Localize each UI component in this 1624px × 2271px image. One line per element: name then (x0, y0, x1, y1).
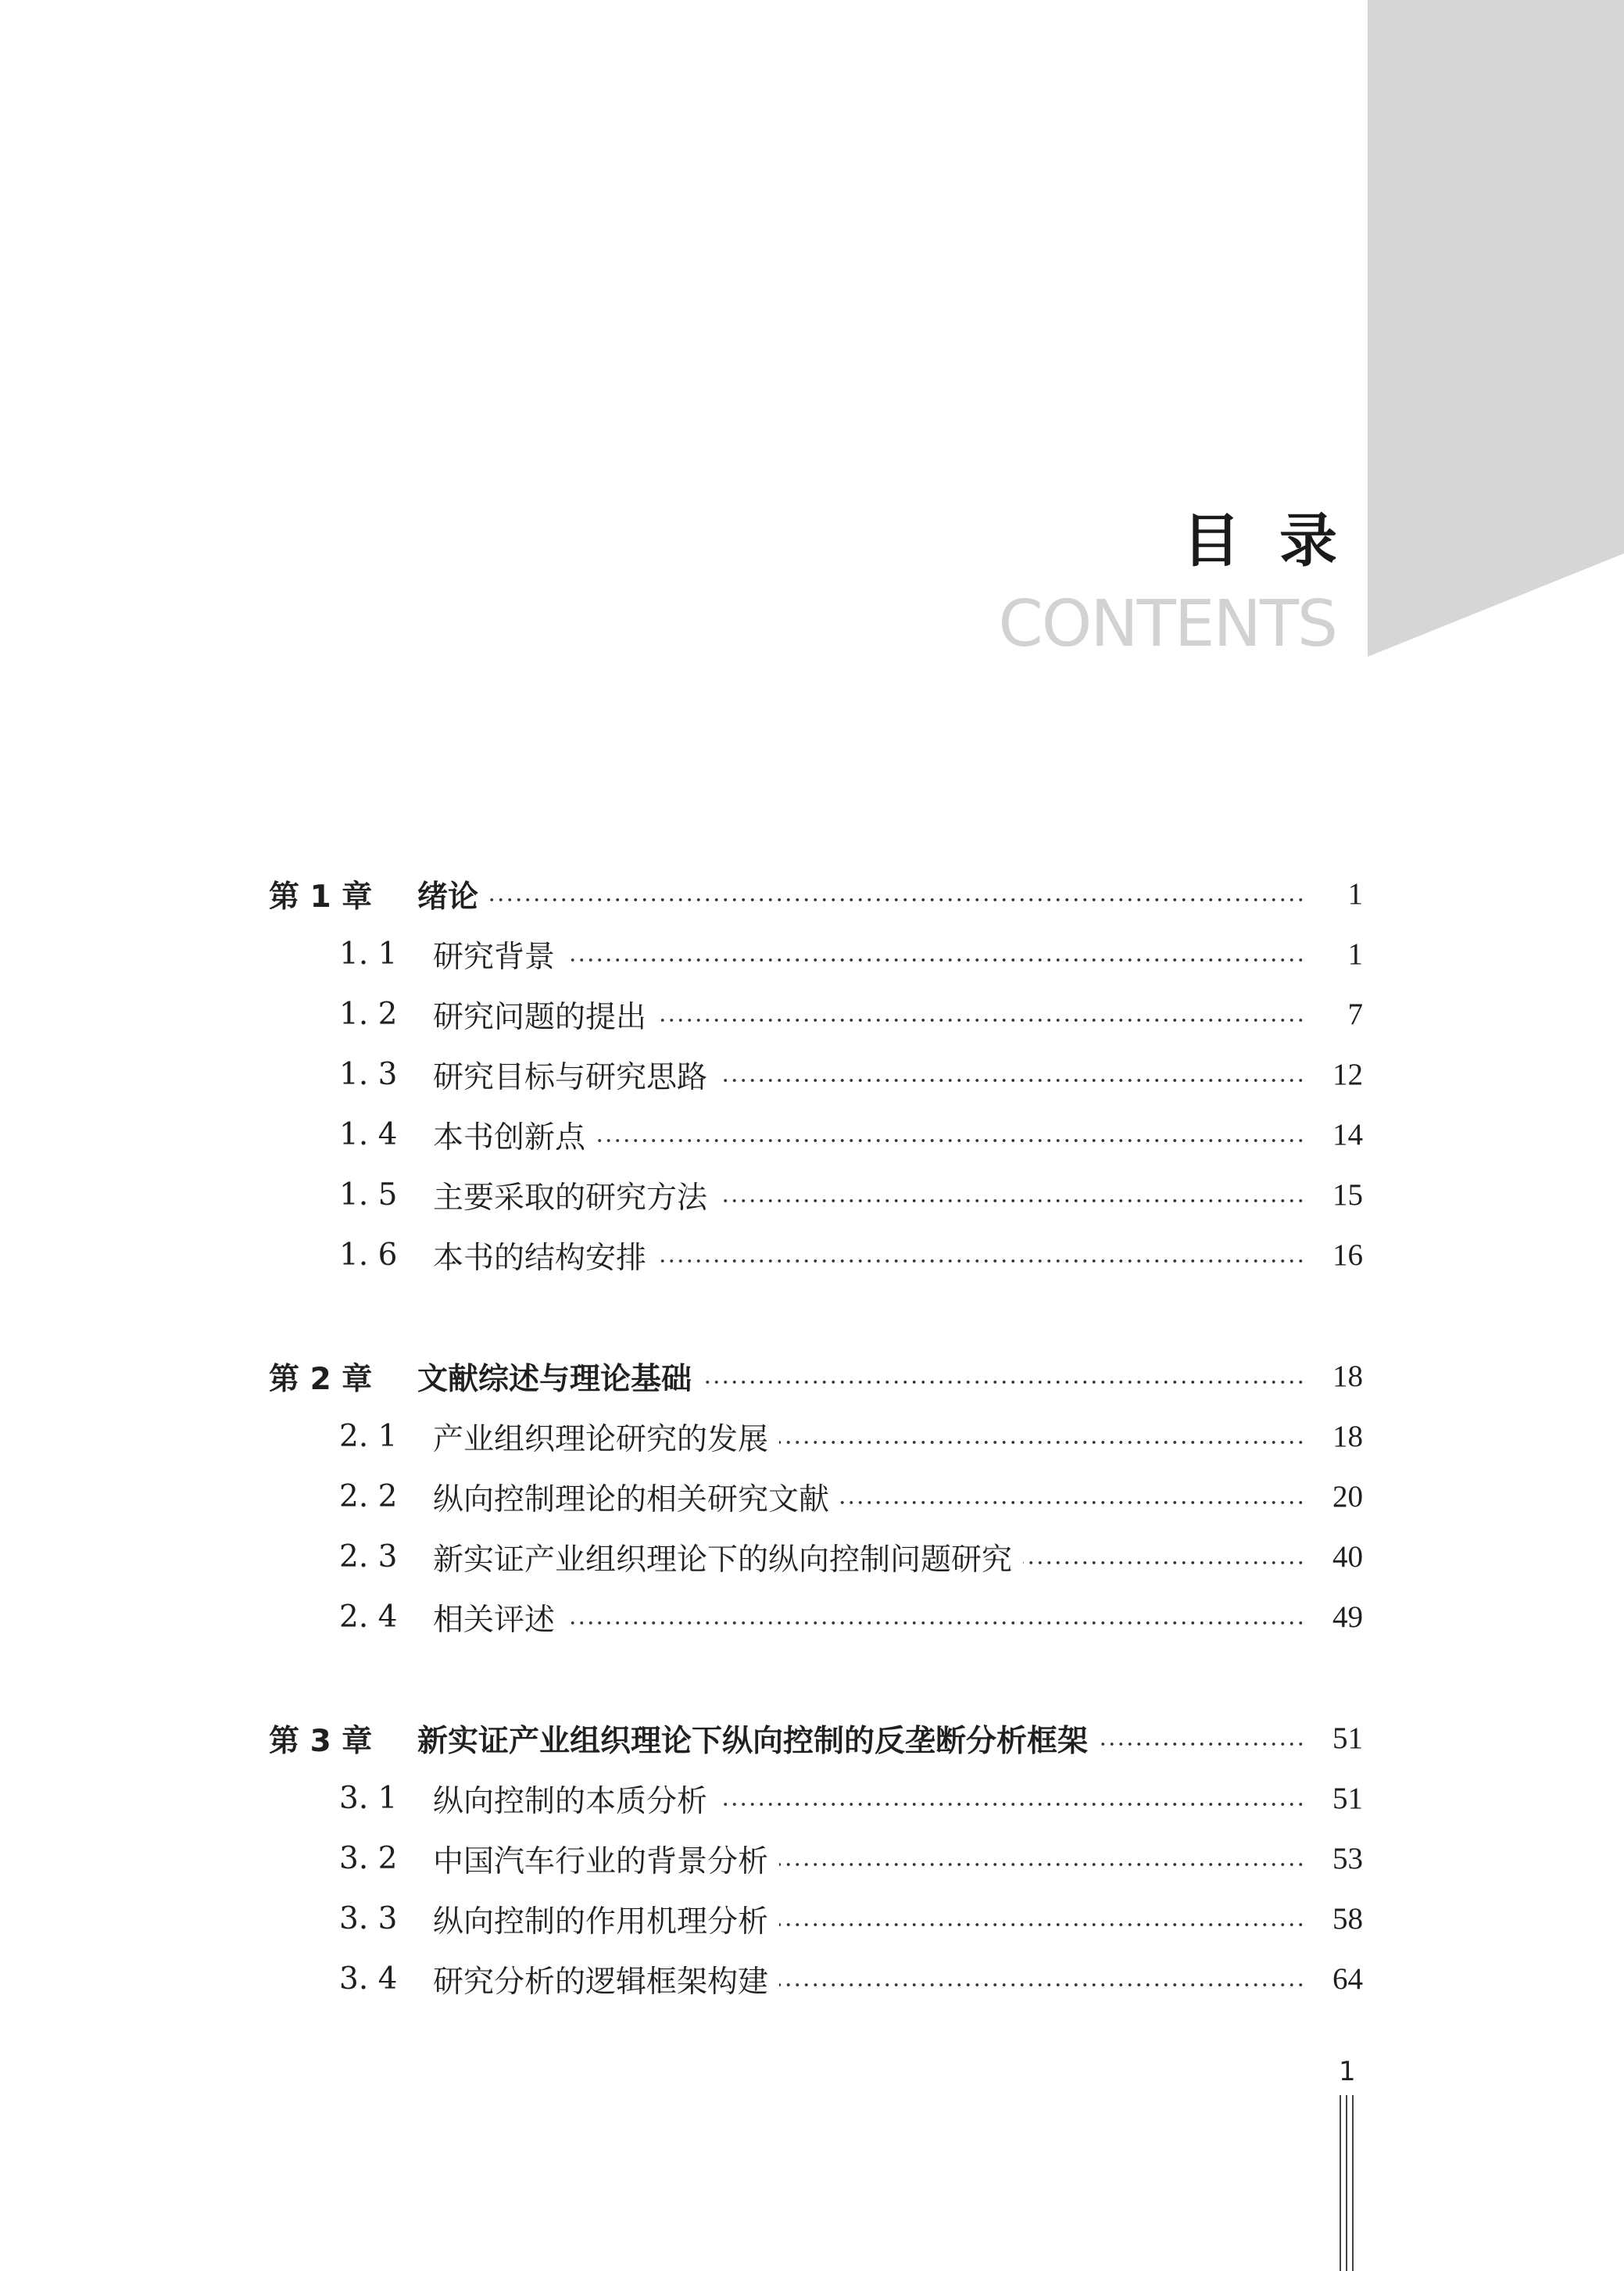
chapter-spacer (269, 1285, 1363, 1346)
toc-section-3-3[interactable] (269, 1889, 1363, 1949)
dot-leader (779, 1983, 1305, 1987)
dot-leader (779, 1440, 1305, 1445)
toc-section-1-2[interactable] (269, 984, 1363, 1044)
toc-section-2-2[interactable] (269, 1467, 1363, 1527)
section-number: 3. 4 (339, 1961, 398, 1997)
dot-leader (489, 897, 1305, 902)
toc-title-chinese: 目录 (1182, 507, 1376, 575)
page-number: 14 (1332, 1118, 1363, 1152)
table-of-contents (269, 864, 1363, 2009)
section-number: 2. 2 (339, 1479, 398, 1514)
toc-section-1-4[interactable] (269, 1105, 1363, 1165)
section-title: 研究分析的逻辑框架构建 (433, 1964, 769, 2000)
dot-leader (718, 1198, 1305, 1203)
dot-leader (596, 1138, 1305, 1143)
section-title: 纵向控制的本质分析 (433, 1783, 708, 1819)
section-number: 2. 4 (339, 1599, 398, 1635)
dot-leader (566, 958, 1305, 962)
dot-leader (657, 1259, 1305, 1263)
toc-section-2-1[interactable] (269, 1406, 1363, 1467)
page-number: 58 (1332, 1902, 1363, 1936)
dot-leader (779, 1862, 1305, 1867)
toc-section-1-6[interactable] (269, 1225, 1363, 1285)
section-title: 本书的结构安排 (433, 1240, 647, 1276)
page-number: 1 (1347, 877, 1363, 911)
toc-section-3-4[interactable] (269, 1949, 1363, 2009)
chapter-number: 第 1 章 (269, 879, 373, 915)
page-number: 1 (1347, 937, 1363, 971)
chapter-title: 绪论 (417, 879, 479, 915)
section-title: 纵向控制的作用机理分析 (433, 1904, 769, 1940)
toc-chapter-2[interactable] (269, 1346, 1363, 1406)
toc-title-english: CONTENTS (998, 587, 1336, 661)
section-number: 1. 4 (339, 1117, 398, 1152)
page-number: 15 (1332, 1178, 1363, 1212)
section-number: 2. 3 (339, 1539, 398, 1574)
section-number: 3. 2 (339, 1841, 398, 1876)
page-number: 64 (1332, 1962, 1363, 1996)
section-title: 相关评述 (433, 1602, 556, 1638)
section-title: 主要采取的研究方法 (433, 1180, 708, 1216)
section-number: 1. 2 (339, 997, 398, 1032)
section-number: 2. 1 (339, 1419, 398, 1454)
section-title: 新实证产业组织理论下的纵向控制问题研究 (433, 1542, 1013, 1578)
toc-section-3-1[interactable] (269, 1768, 1363, 1829)
section-number: 1. 3 (339, 1057, 398, 1092)
toc-section-2-4[interactable] (269, 1587, 1363, 1647)
section-title: 研究问题的提出 (433, 999, 647, 1035)
page-number: 49 (1332, 1600, 1363, 1634)
folio-page-number: 1 (1339, 2056, 1356, 2087)
dot-leader (703, 1380, 1305, 1384)
dot-leader (718, 1078, 1305, 1083)
section-title: 中国汽车行业的背景分析 (433, 1843, 769, 1879)
corner-tab-decoration (0, 0, 1624, 661)
section-number: 3. 3 (339, 1901, 398, 1936)
chapter-number: 第 2 章 (269, 1361, 373, 1397)
page-number: 40 (1332, 1540, 1363, 1574)
chapter-spacer (269, 1647, 1363, 1708)
dot-leader (566, 1621, 1305, 1625)
page-number: 7 (1347, 998, 1363, 1031)
page-number: 12 (1332, 1058, 1363, 1091)
section-number: 1. 6 (339, 1238, 398, 1273)
page-number: 51 (1332, 1782, 1363, 1815)
page-number: 53 (1332, 1842, 1363, 1875)
page-number: 51 (1332, 1721, 1363, 1755)
dot-leader (1023, 1560, 1305, 1565)
folio-rule-lines (1339, 2095, 1358, 2271)
dot-leader (840, 1500, 1305, 1505)
toc-section-1-1[interactable] (269, 924, 1363, 984)
dot-leader (779, 1922, 1305, 1927)
section-number: 1. 5 (339, 1177, 398, 1213)
section-number: 3. 1 (339, 1781, 398, 1816)
page-number: 20 (1332, 1480, 1363, 1513)
section-title: 纵向控制理论的相关研究文献 (433, 1481, 830, 1517)
chapter-title: 文献综述与理论基础 (417, 1361, 692, 1397)
dot-leader (1099, 1742, 1305, 1746)
toc-section-1-5[interactable] (269, 1165, 1363, 1225)
page-number: 18 (1332, 1420, 1363, 1453)
dot-leader (657, 1018, 1305, 1023)
chapter-number: 第 3 章 (269, 1723, 373, 1759)
section-number: 1. 1 (339, 937, 398, 972)
section-title: 研究目标与研究思路 (433, 1059, 708, 1095)
section-title: 本书创新点 (433, 1119, 586, 1155)
toc-section-3-2[interactable] (269, 1829, 1363, 1889)
page-number: 16 (1332, 1238, 1363, 1272)
section-title: 产业组织理论研究的发展 (433, 1421, 769, 1457)
toc-section-2-3[interactable] (269, 1527, 1363, 1587)
page-number: 18 (1332, 1359, 1363, 1393)
toc-chapter-3[interactable] (269, 1708, 1363, 1768)
toc-chapter-1[interactable] (269, 864, 1363, 924)
chapter-title: 新实证产业组织理论下纵向控制的反垄断分析框架 (417, 1723, 1089, 1759)
section-title: 研究背景 (433, 939, 556, 975)
toc-section-1-3[interactable] (269, 1044, 1363, 1105)
dot-leader (718, 1802, 1305, 1807)
